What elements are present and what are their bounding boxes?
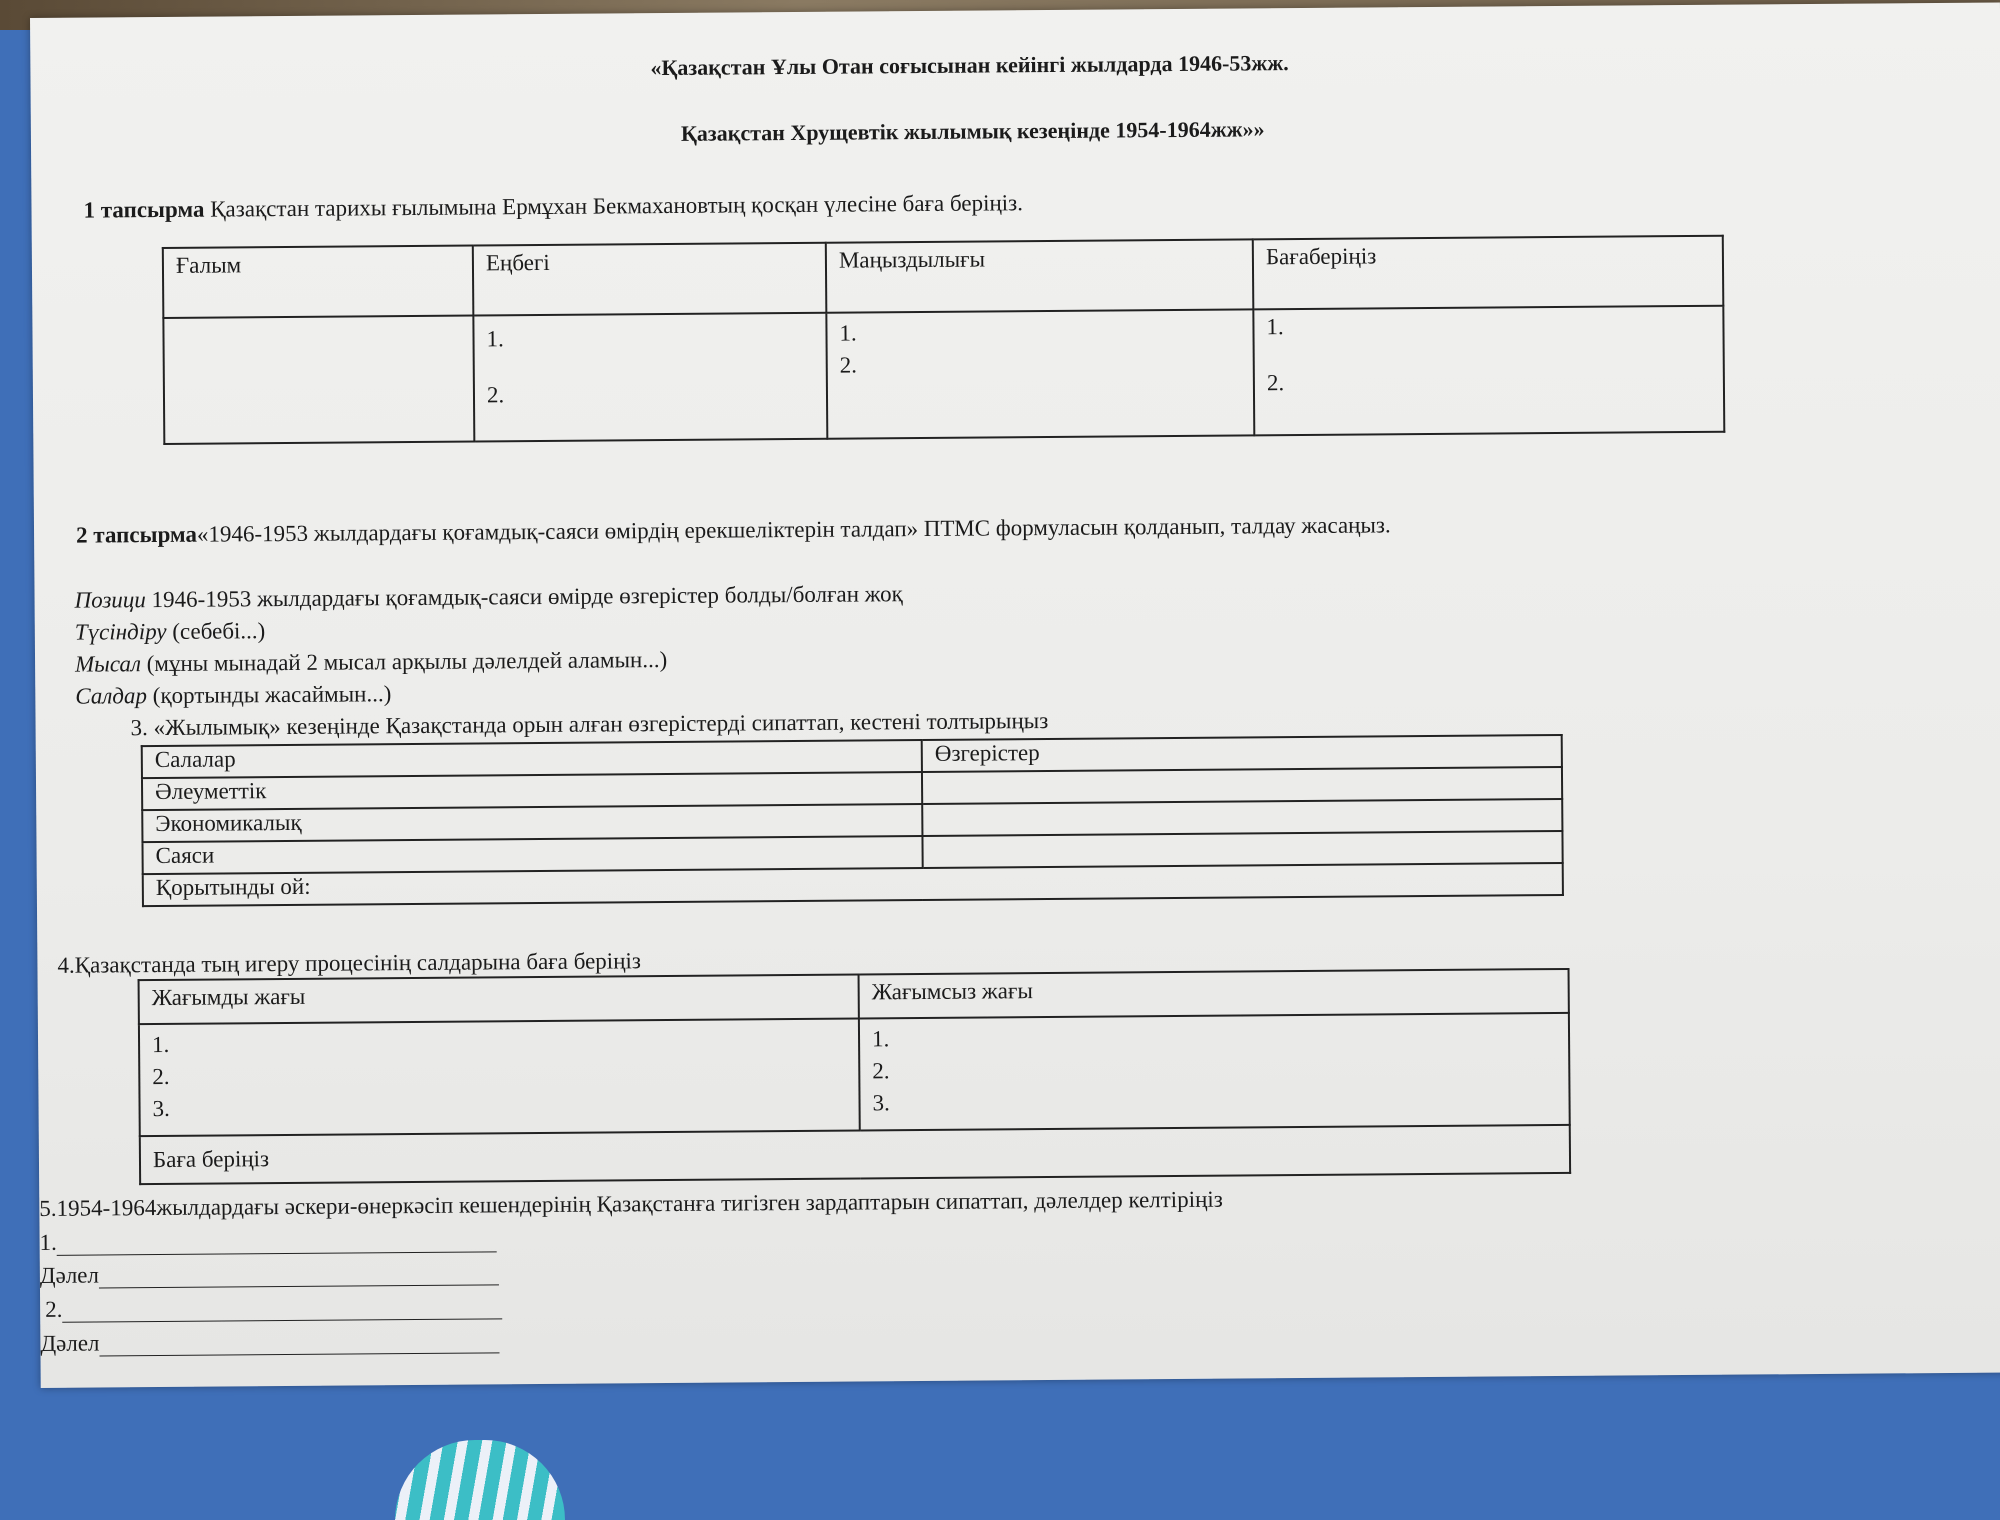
conclusion-cell[interactable]: Қорытынды ой: xyxy=(143,863,1563,906)
decorative-object xyxy=(395,1440,565,1520)
changes-answer-cell[interactable] xyxy=(922,767,1562,804)
list-number: 2. xyxy=(872,1058,890,1084)
table-row xyxy=(139,1013,1570,1136)
header-cell: Жағымды жағы xyxy=(139,975,859,1025)
task1-heading xyxy=(83,190,1023,223)
answer-label: Дәлел xyxy=(40,1330,100,1356)
header-cell: Еңбегі xyxy=(473,243,827,316)
answer-line-1 xyxy=(40,1226,497,1256)
task1-text: Қазақстан тарихы ғылымына Ермұхан Бекмахановтың қосқан үлесіне баға беріңіз. xyxy=(204,190,1024,222)
evidence-line-2 xyxy=(40,1327,499,1357)
list-number: 1. xyxy=(486,326,504,352)
task2-heading xyxy=(76,512,1391,548)
task2-text: «1946-1953 жылдардағы қоғамдық-саяси өмірдің ерекшеліктерін талдап» ПТМС формуласын қолданып, талдау жасаңыз. xyxy=(196,512,1391,547)
table-row xyxy=(163,306,1724,444)
ptms-lead: Мысал xyxy=(74,651,142,677)
header-cell: Салалар xyxy=(142,740,922,778)
header-cell: Жағымсыз жағы xyxy=(859,969,1569,1019)
sector-cell: Саяси xyxy=(142,836,922,874)
changes-answer-cell[interactable] xyxy=(922,799,1562,836)
answer-blank[interactable] xyxy=(62,1318,502,1322)
manyzdylygy-answer-cell[interactable] xyxy=(826,309,1254,438)
list-number: 1. xyxy=(151,1031,170,1058)
galym-answer-cell[interactable] xyxy=(163,316,474,444)
list-number: 3. xyxy=(872,1090,890,1116)
engbegi-answer-cell[interactable] xyxy=(473,313,827,442)
answer-label: 2. xyxy=(45,1296,63,1322)
positive-answer-cell[interactable] xyxy=(139,1019,860,1137)
evaluation-cell[interactable]: Баға беріңіз xyxy=(140,1125,1570,1184)
header-cell: Ғалым xyxy=(163,246,474,318)
title-line-2: Қазақстан Хрущевтік жылымық кезеңінде 1954-1964жж»» xyxy=(680,116,1265,146)
header-cell: Маңыздылығы xyxy=(826,239,1254,312)
header-cell: Өзгерістер xyxy=(922,735,1562,772)
ptms-item xyxy=(75,681,391,709)
answer-label: 1. xyxy=(39,1229,57,1255)
list-number: 2. xyxy=(1266,370,1285,396)
ptms-item xyxy=(74,581,902,614)
table-header-row xyxy=(163,236,1724,318)
evidence-line-1 xyxy=(40,1259,499,1289)
list-number: 1. xyxy=(871,1026,890,1052)
sector-cell: Әлеуметтік xyxy=(142,772,922,810)
baga-answer-cell[interactable] xyxy=(1253,306,1724,436)
task1-table xyxy=(162,235,1726,445)
header-cell: Бағаберіңіз xyxy=(1253,236,1724,310)
ptms-item xyxy=(75,618,266,645)
ptms-text: (себебі...) xyxy=(166,618,266,644)
ptms-text: 1946-1953 жылдардағы қоғамдық-саяси өмірде өзгерістер болды/болған жоқ xyxy=(145,581,903,613)
title-line-1: «Қазақстан Ұлы Отан соғысынан кейінгі жылдарда 1946-53жж. xyxy=(650,50,1289,81)
list-number: 1. xyxy=(1266,314,1284,340)
ptms-lead: Түсіндіру xyxy=(74,618,167,645)
answer-blank[interactable] xyxy=(99,1284,499,1288)
task1-label: 1 тапсырма xyxy=(83,196,205,223)
ptms-lead: Позици xyxy=(74,587,146,613)
ptms-text: (мұны мынадай 2 мысал арқылы дәлелдей аламын...) xyxy=(140,647,668,677)
negative-answer-cell[interactable] xyxy=(859,1013,1570,1131)
task5-heading: 5.1954-1964жылдардағы әскери-өнеркәсіп кешендерінің Қазақстанға тигізген зардаптарын сипаттап, дәлелдер келтіріңіз xyxy=(39,1186,1223,1221)
task4-heading: 4.Қазақстанда тың игеру процесінің салдарына баға беріңіз xyxy=(57,948,642,978)
task4-table xyxy=(138,968,1572,1185)
task3-table xyxy=(141,734,1564,907)
answer-blank[interactable] xyxy=(100,1352,500,1356)
list-number: 2. xyxy=(839,352,858,378)
ptms-item xyxy=(75,647,667,678)
list-number: 2. xyxy=(486,382,505,408)
changes-answer-cell[interactable] xyxy=(922,831,1562,868)
answer-line-2 xyxy=(45,1293,502,1323)
sector-cell: Экономикалық xyxy=(142,804,922,842)
task3-heading: 3. «Жылымық» кезеңінде Қазақстанда орын алған өзгерістерді сипаттап, кестені толтырыңыз xyxy=(130,708,1049,741)
ptms-text: (қортынды жасаймын...) xyxy=(146,681,392,709)
worksheet-paper xyxy=(30,3,2000,1388)
table-row xyxy=(140,1125,1570,1184)
list-number: 2. xyxy=(152,1063,170,1090)
list-number: 1. xyxy=(839,320,857,346)
list-number: 3. xyxy=(152,1095,170,1122)
ptms-lead: Салдар xyxy=(75,683,148,709)
answer-blank[interactable] xyxy=(57,1251,497,1255)
answer-label: Дәлел xyxy=(39,1262,100,1288)
task2-label: 2 тапсырма xyxy=(75,521,198,548)
